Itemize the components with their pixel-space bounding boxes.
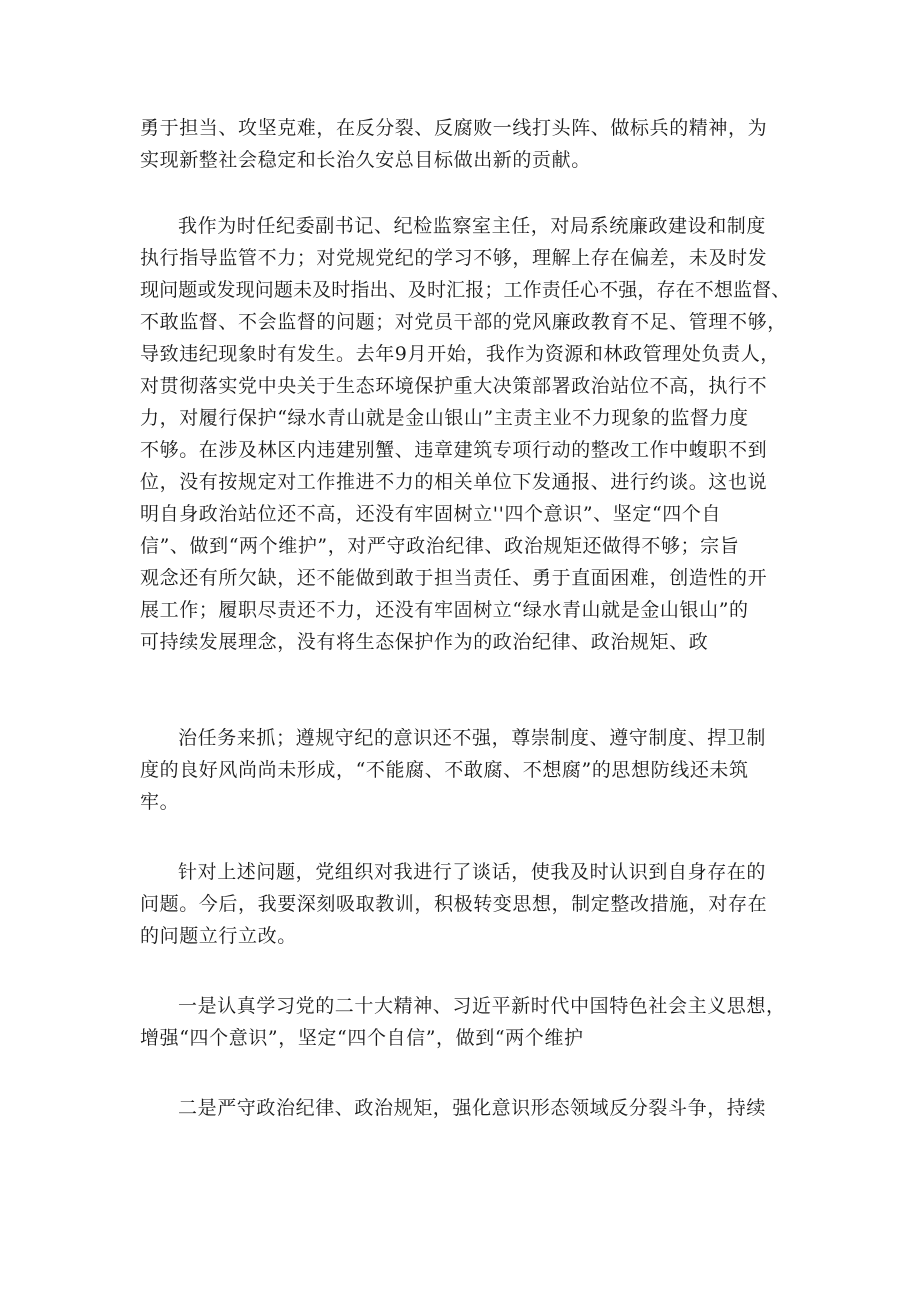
paragraph-6: [140, 1092, 790, 1124]
text-line: 的问题立行立改。: [140, 925, 297, 947]
text-line: 导致违纪现象时有发生。去年9月开始，我作为资源和林政管理处负责人，: [140, 343, 780, 365]
text-line: 力，对履行保护“绿水青山就是金山银山”主责主业不力现象的监督力度: [140, 407, 749, 429]
text-line: 我作为时任纪委副书记、纪检监察室主任，对局系统廉政建设和制度: [178, 215, 767, 237]
text-line: 牢。: [140, 791, 180, 813]
text-line: 观念还有所欠缺，还不能做到敢于担当责任、勇于直面困难，创造性的开: [140, 567, 768, 589]
paragraph-3: [140, 722, 790, 818]
text-line: 增强“四个意识”，坚定“四个自信”，做到“两个维护: [140, 1027, 584, 1049]
paragraph-1: [140, 112, 790, 176]
text-line: 度的良好风尚尚未形成，“不能腐、不敢腐、不想腐”的思想防线还未筑: [140, 759, 749, 781]
text-line: 不敢监督、不会监督的问题；对党员干部的党风廉政教育不足、管理不够，: [140, 311, 787, 333]
text-line: 执行指导监管不力；对党规党纪的学习不够，理解上存在偏差，未及时发: [140, 247, 768, 269]
text-line: 二是严守政治纪律、政治规矩，强化意识形态领域反分裂斗争，持续: [178, 1097, 767, 1119]
text-line: 针对上述问题，党组织对我进行了谈话，使我及时认识到自身存在的: [178, 861, 767, 883]
text-line: 展工作；履职尽责还不力，还没有牢固树立“绿水青山就是金山银山”的: [140, 599, 749, 621]
text-line: 问题。今后，我要深刻吸取教训，积极转变思想，制定整改措施，对存在: [140, 893, 768, 915]
paragraph-4: [140, 856, 790, 952]
text-line: 对贯彻落实党中央关于生态环境保护重大决策部署政治站位不高，执行不: [140, 375, 768, 397]
text-line: 明自身政治站位还不高，还没有牢固树立''四个意识”、坚定“四个自: [140, 503, 722, 525]
text-line: 不够。在涉及林区内违建别蟹、违章建筑专项行动的整改工作中蝮职不到: [140, 439, 768, 461]
text-line: 位，没有按规定对工作推进不力的相关单位下发通报、进行约谈。这也说: [140, 471, 768, 493]
text-line: 可持续发展理念，没有将生态保护作为的政治纪律、政治规矩、政: [140, 631, 709, 653]
paragraph-2: [140, 210, 790, 658]
text-line: 实现新整社会稳定和长治久安总目标做出新的贡献。: [140, 149, 591, 171]
text-line: 治任务来抓；遵规守纪的意识还不强，尊崇制度、遵守制度、捍卫制: [178, 727, 767, 749]
text-line: 信”、做到“两个维护”，对严守政治纪律、政治规矩还做得不够；宗旨: [140, 535, 740, 557]
text-line: 勇于担当、攻坚克难，在反分裂、反腐败一线打头阵、做标兵的精神，为: [140, 117, 768, 139]
text-line: 一是认真学习党的二十大精神、习近平新时代中国特色社会主义思想，: [178, 995, 786, 1017]
text-line: 现问题或发现问题未及时指出、及时汇报；工作责任心不强，存在不想监督、: [140, 279, 791, 301]
paragraph-5: [140, 990, 790, 1054]
